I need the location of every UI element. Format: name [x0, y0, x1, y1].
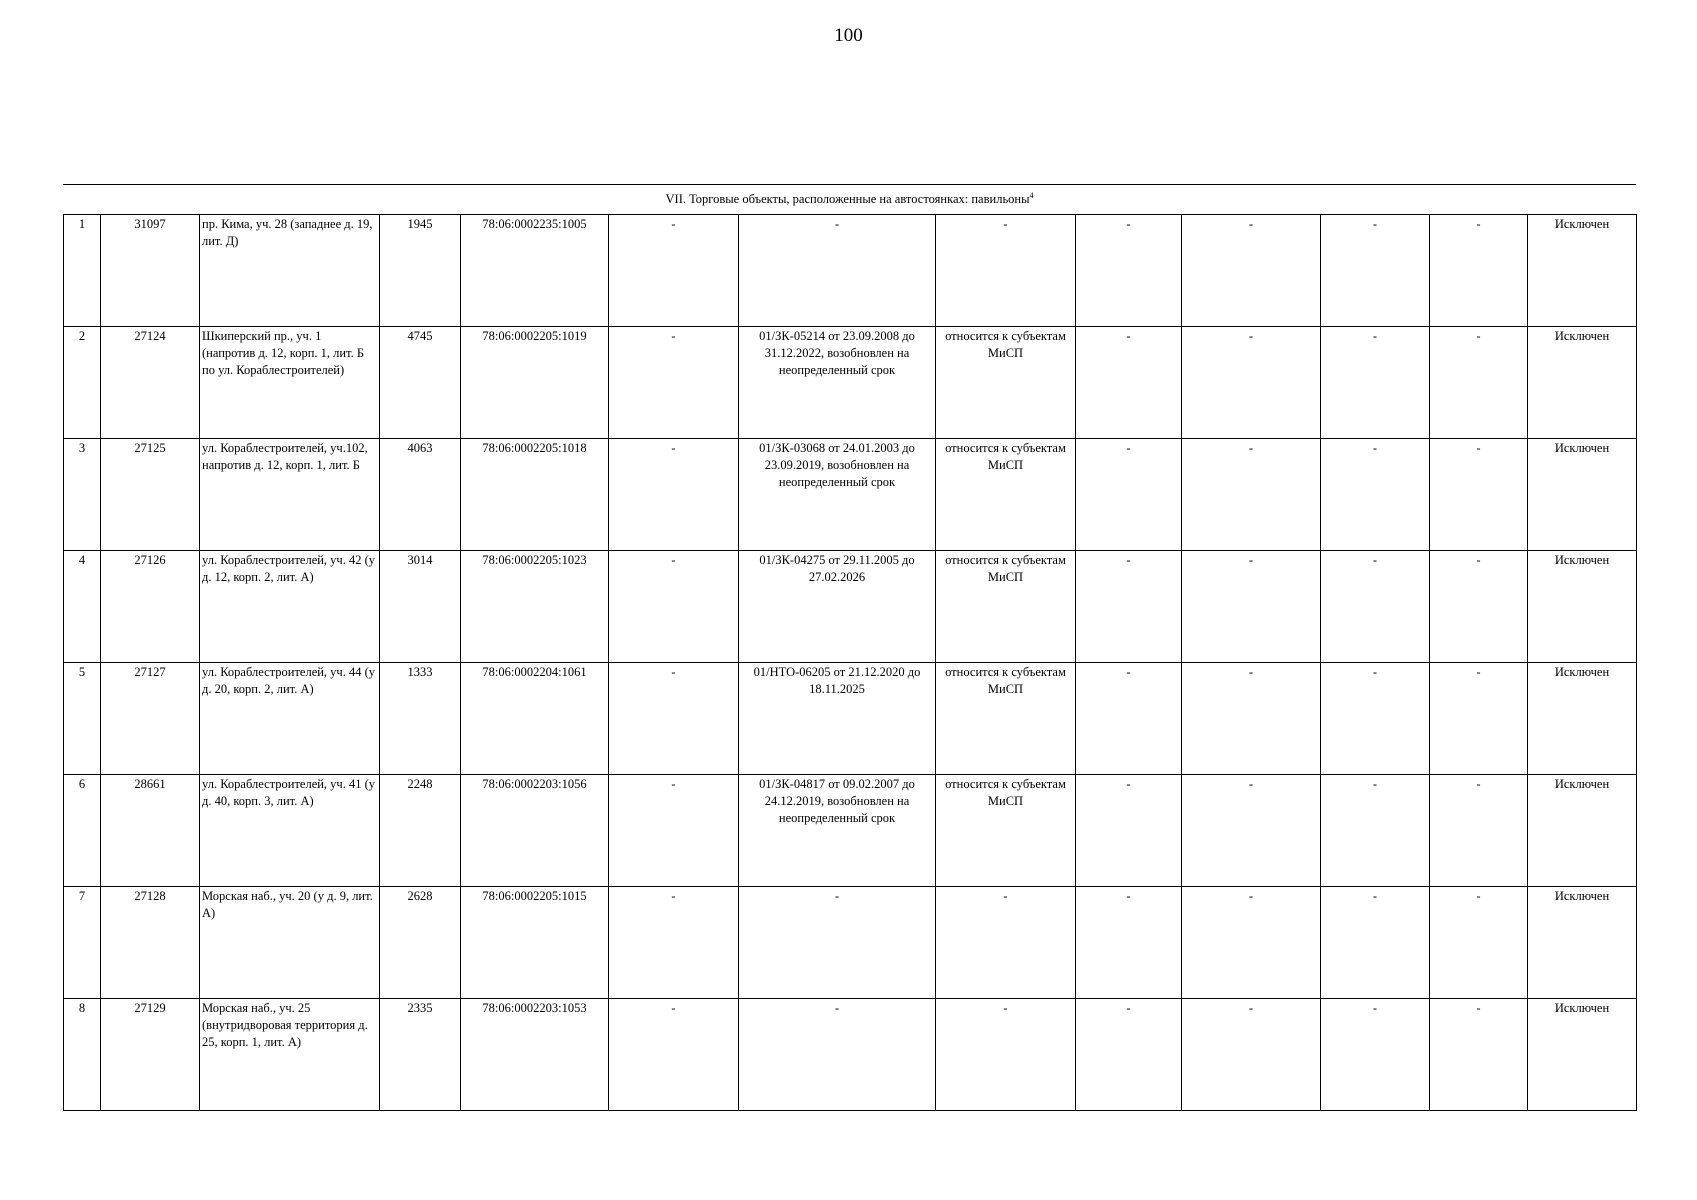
cell-col6: - [609, 775, 739, 887]
cell-contract: 01/ЗК-04817 от 09.02.2007 до 24.12.2019, возобновлен на неопределенный срок [739, 775, 936, 887]
cell-code: 31097 [101, 215, 200, 327]
cell-status: Исключен [1528, 215, 1637, 327]
cell-status: Исключен [1528, 775, 1637, 887]
cell-smsp: относится к субъектам МиСП [936, 551, 1076, 663]
cell-number: 5 [64, 663, 101, 775]
cell-col11: - [1321, 439, 1430, 551]
cell-col12: - [1430, 215, 1528, 327]
cell-col12: - [1430, 887, 1528, 999]
cell-address: Морская наб., уч. 25 (внутридворовая территория д. 25, корп. 1, лит. А) [200, 999, 380, 1111]
cell-col11: - [1321, 551, 1430, 663]
cell-col9: - [1076, 999, 1182, 1111]
cell-code: 27127 [101, 663, 200, 775]
cell-col6: - [609, 663, 739, 775]
cell-col10: - [1182, 887, 1321, 999]
cell-code: 27125 [101, 439, 200, 551]
cell-number: 3 [64, 439, 101, 551]
table-row [64, 327, 1637, 439]
cell-area: 4745 [380, 327, 461, 439]
cell-cadastral-number: 78:06:0002203:1053 [461, 999, 609, 1111]
cell-col11: - [1321, 327, 1430, 439]
cell-col9: - [1076, 215, 1182, 327]
cell-contract: 01/ЗК-03068 от 24.01.2003 до 23.09.2019, возобновлен на неопределенный срок [739, 439, 936, 551]
cell-col12: - [1430, 439, 1528, 551]
cell-col10: - [1182, 439, 1321, 551]
cell-cadastral-number: 78:06:0002205:1018 [461, 439, 609, 551]
cell-col6: - [609, 215, 739, 327]
cell-contract: - [739, 999, 936, 1111]
cell-cadastral-number: 78:06:0002205:1015 [461, 887, 609, 999]
cell-col6: - [609, 999, 739, 1111]
cell-smsp: относится к субъектам МиСП [936, 439, 1076, 551]
cell-col9: - [1076, 551, 1182, 663]
cell-smsp: - [936, 887, 1076, 999]
cell-smsp: - [936, 999, 1076, 1111]
cell-area: 1945 [380, 215, 461, 327]
cell-number: 1 [64, 215, 101, 327]
cell-status: Исключен [1528, 439, 1637, 551]
section-title-text: VII. Торговые объекты, расположенные на автостоянках: павильоны [665, 192, 1030, 207]
cell-col10: - [1182, 327, 1321, 439]
cell-number: 4 [64, 551, 101, 663]
cell-col9: - [1076, 887, 1182, 999]
cell-code: 28661 [101, 775, 200, 887]
cell-col12: - [1430, 551, 1528, 663]
cell-area: 3014 [380, 551, 461, 663]
table-body [64, 215, 1637, 1111]
cell-address: ул. Кораблестроителей, уч.102, напротив д. 12, корп. 1, лит. Б [200, 439, 380, 551]
cell-area: 4063 [380, 439, 461, 551]
table-row [64, 775, 1637, 887]
cell-number: 7 [64, 887, 101, 999]
cell-col12: - [1430, 775, 1528, 887]
cell-address: ул. Кораблестроителей, уч. 41 (у д. 40, корп. 3, лит. А) [200, 775, 380, 887]
cell-contract: 01/НТО-06205 от 21.12.2020 до 18.11.2025 [739, 663, 936, 775]
cell-col11: - [1321, 775, 1430, 887]
table-row [64, 663, 1637, 775]
cell-col10: - [1182, 551, 1321, 663]
cell-area: 2628 [380, 887, 461, 999]
cell-cadastral-number: 78:06:0002205:1019 [461, 327, 609, 439]
cell-col11: - [1321, 215, 1430, 327]
cell-smsp: относится к субъектам МиСП [936, 663, 1076, 775]
table-row [64, 439, 1637, 551]
cell-smsp: относится к субъектам МиСП [936, 327, 1076, 439]
cell-status: Исключен [1528, 327, 1637, 439]
cell-status: Исключен [1528, 663, 1637, 775]
cell-number: 8 [64, 999, 101, 1111]
cell-col6: - [609, 327, 739, 439]
cell-col6: - [609, 887, 739, 999]
cell-col12: - [1430, 663, 1528, 775]
cell-col11: - [1321, 887, 1430, 999]
cell-number: 6 [64, 775, 101, 887]
cell-address: Шкиперский пр., уч. 1 (напротив д. 12, корп. 1, лит. Б по ул. Кораблестроителей) [200, 327, 380, 439]
cell-address: ул. Кораблестроителей, уч. 42 (у д. 12, корп. 2, лит. А) [200, 551, 380, 663]
cell-col9: - [1076, 327, 1182, 439]
cell-contract: 01/ЗК-04275 от 29.11.2005 до 27.02.2026 [739, 551, 936, 663]
cell-col6: - [609, 439, 739, 551]
cell-col11: - [1321, 663, 1430, 775]
cell-col6: - [609, 551, 739, 663]
table-row [64, 999, 1637, 1111]
objects-table [63, 214, 1637, 1111]
header-rule [63, 184, 1636, 185]
page-number: 100 [834, 25, 863, 46]
cell-col10: - [1182, 775, 1321, 887]
table-row [64, 551, 1637, 663]
cell-col12: - [1430, 327, 1528, 439]
cell-col10: - [1182, 215, 1321, 327]
cell-area: 2248 [380, 775, 461, 887]
cell-code: 27128 [101, 887, 200, 999]
cell-contract: - [739, 887, 936, 999]
table-row [64, 215, 1637, 327]
cell-smsp: - [936, 215, 1076, 327]
cell-area: 1333 [380, 663, 461, 775]
cell-code: 27129 [101, 999, 200, 1111]
cell-status: Исключен [1528, 999, 1637, 1111]
cell-col11: - [1321, 999, 1430, 1111]
cell-address: Морская наб., уч. 20 (у д. 9, лит. А) [200, 887, 380, 999]
cell-number: 2 [64, 327, 101, 439]
cell-cadastral-number: 78:06:0002204:1061 [461, 663, 609, 775]
cell-contract: 01/ЗК-05214 от 23.09.2008 до 31.12.2022, возобновлен на неопределенный срок [739, 327, 936, 439]
cell-contract: - [739, 215, 936, 327]
cell-area: 2335 [380, 999, 461, 1111]
table-row [64, 887, 1637, 999]
cell-col9: - [1076, 775, 1182, 887]
section-title [63, 191, 1636, 207]
cell-col9: - [1076, 663, 1182, 775]
cell-cadastral-number: 78:06:0002235:1005 [461, 215, 609, 327]
cell-col9: - [1076, 439, 1182, 551]
cell-code: 27124 [101, 327, 200, 439]
cell-cadastral-number: 78:06:0002205:1023 [461, 551, 609, 663]
cell-cadastral-number: 78:06:0002203:1056 [461, 775, 609, 887]
cell-smsp: относится к субъектам МиСП [936, 775, 1076, 887]
cell-status: Исключен [1528, 887, 1637, 999]
footnote-mark: 4 [1029, 191, 1034, 200]
cell-address: пр. Кима, уч. 28 (западнее д. 19, лит. Д) [200, 215, 380, 327]
cell-code: 27126 [101, 551, 200, 663]
cell-col10: - [1182, 999, 1321, 1111]
cell-col12: - [1430, 999, 1528, 1111]
cell-address: ул. Кораблестроителей, уч. 44 (у д. 20, корп. 2, лит. А) [200, 663, 380, 775]
cell-status: Исключен [1528, 551, 1637, 663]
cell-col10: - [1182, 663, 1321, 775]
